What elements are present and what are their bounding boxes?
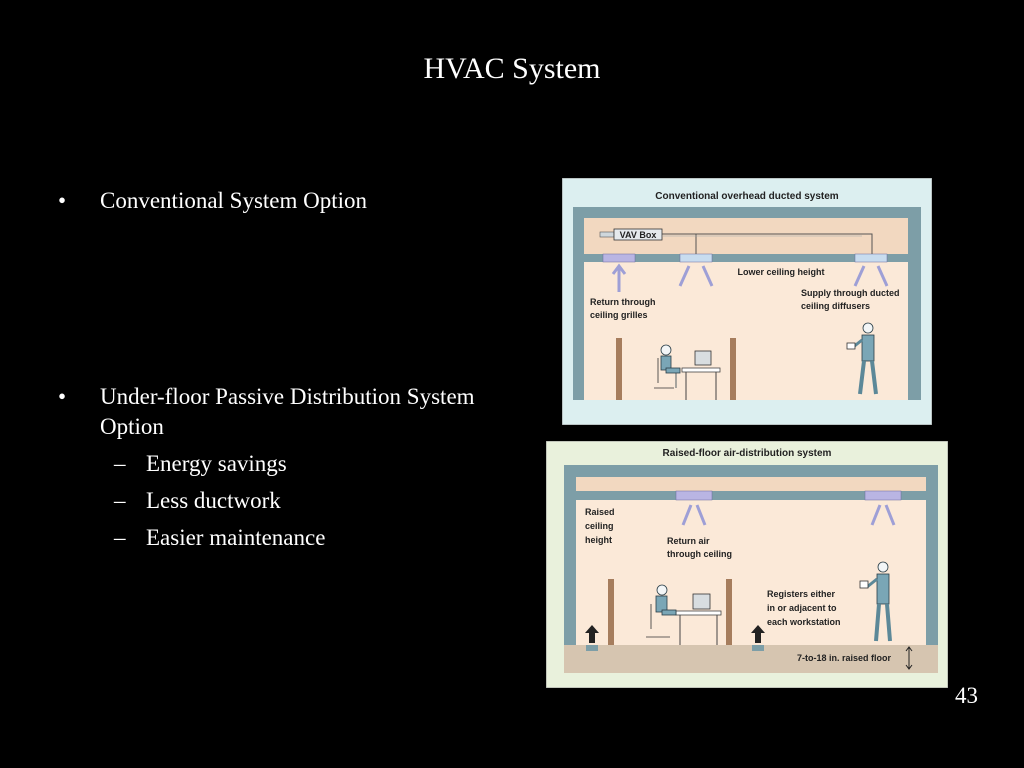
supply-diffuser	[680, 254, 712, 262]
raised-ceiling-label: ceiling	[585, 521, 614, 531]
raised-ceiling-label: Raised	[585, 507, 615, 517]
sub-bullet-dash: –	[114, 525, 126, 550]
raised-floor-diagram	[546, 441, 948, 688]
partition	[730, 338, 736, 400]
supply-label: ceiling diffusers	[801, 301, 871, 311]
registers-label: Registers either	[767, 589, 836, 599]
supply-label: Supply through ducted	[801, 288, 900, 298]
sub-bullet-text: Less ductwork	[146, 488, 281, 513]
return-air-label: Return air	[667, 536, 710, 546]
return-grille	[603, 254, 635, 262]
desk	[676, 611, 721, 615]
bullet-dot: •	[58, 384, 67, 409]
sub-bullet-text: Energy savings	[146, 451, 287, 476]
computer-monitor	[693, 594, 710, 609]
slide-title: HVAC System	[423, 52, 601, 85]
return-grille	[676, 491, 712, 500]
floor-register	[752, 645, 764, 651]
page-number: 43	[955, 683, 978, 708]
bullet-text: Conventional System Option	[100, 188, 368, 213]
desk	[682, 368, 720, 372]
bullet-text: Under-floor Passive Distribution System Option	[100, 384, 475, 439]
return-grille	[865, 491, 901, 500]
sub-bullet-item	[58, 523, 478, 553]
bullet-dot: •	[58, 188, 67, 213]
diagram-title: Raised-floor air-distribution system	[662, 448, 832, 459]
sub-bullet-dash: –	[114, 451, 126, 476]
partition	[616, 338, 622, 400]
sub-bullet-text: Easier maintenance	[146, 525, 326, 550]
sub-bullet-dash: –	[114, 488, 126, 513]
raised-ceiling-label: height	[585, 535, 612, 545]
vav-box-label: VAV Box	[619, 230, 657, 240]
return-label: Return through	[590, 297, 656, 307]
lower-ceiling-label: Lower ceiling height	[737, 267, 825, 277]
registers-label: each workstation	[767, 617, 841, 627]
conventional-system-diagram	[562, 178, 932, 425]
bullet-item	[58, 382, 478, 442]
partition	[608, 579, 614, 645]
sub-bullet-item	[58, 449, 478, 479]
raised-floor-label: 7-to-18 in. raised floor	[796, 653, 892, 663]
floor-register	[586, 645, 598, 651]
return-label: ceiling grilles	[590, 310, 648, 320]
return-air-label: through ceiling	[667, 549, 732, 559]
diagram-title: Conventional overhead ducted system	[655, 191, 839, 202]
registers-label: in or adjacent to	[767, 603, 837, 613]
computer-monitor	[695, 351, 711, 365]
sub-bullet-item	[58, 486, 478, 516]
partition	[726, 579, 732, 645]
supply-diffuser	[855, 254, 887, 262]
bullet-item	[58, 186, 367, 216]
